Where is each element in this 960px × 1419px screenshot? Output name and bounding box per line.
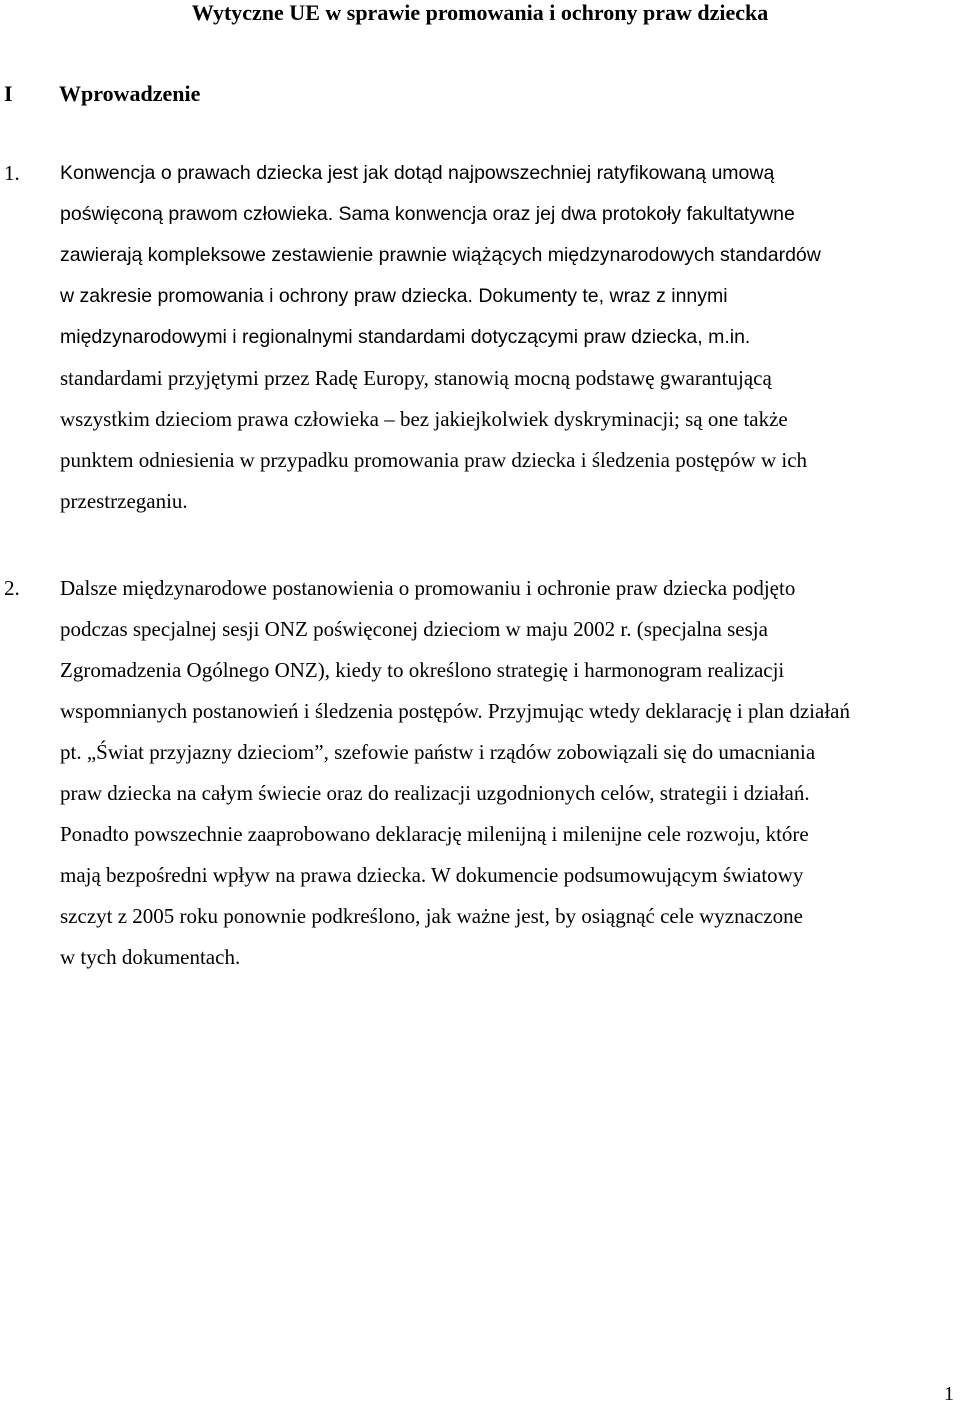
paragraph-number: 1. <box>4 161 20 185</box>
paragraph-number: 2. <box>4 576 20 600</box>
paragraph-line: Konwencja o prawach dziecka jest jak dotąd najpowszechniej ratyfikowaną umową <box>60 162 775 184</box>
paragraph-line: wspomnianych postanowień i śledzenia postępów. Przyjmując wtedy deklarację i plan działań <box>60 699 850 723</box>
paragraph-line: w tych dokumentach. <box>60 945 241 969</box>
paragraph-line: międzynarodowymi i regionalnymi standardami dotyczącymi praw dziecka, m.in. <box>60 326 751 348</box>
section-heading <box>4 80 200 108</box>
paragraph-line: Dalsze międzynarodowe postanowienia o promowaniu i ochronie praw dziecka podjęto <box>60 576 796 600</box>
paragraph-line: zawierają kompleksowe zestawienie prawnie wiążących międzynarodowych standardów <box>60 244 821 266</box>
section-title: Wprowadzenie <box>59 81 201 106</box>
paragraph-line: praw dziecka na całym świecie oraz do realizacji uzgodnionych celów, strategii i działań. <box>60 781 810 805</box>
document-title: Wytyczne UE w sprawie promowania i ochrony praw dziecka <box>191 0 769 25</box>
paragraph-line: Ponadto powszechnie zaaprobowano deklarację milenijną i milenijne cele rozwoju, które <box>60 822 809 846</box>
paragraph-line: w zakresie promowania i ochrony praw dziecka. Dokumenty te, wraz z innymi <box>60 285 728 307</box>
paragraph-line: poświęconą prawom człowieka. Sama konwencja oraz jej dwa protokoły fakultatywne <box>60 203 795 225</box>
paragraph-line: mają bezpośredni wpływ na prawa dziecka. W dokumencie podsumowującym światowy <box>60 863 804 887</box>
paragraph-1 <box>4 153 960 522</box>
paragraph-line: pt. „Świat przyjazny dzieciom”, szefowie państw i rządów zobowiązali się do umacniania <box>60 740 816 764</box>
paragraph-line: Zgromadzenia Ogólnego ONZ), kiedy to określono strategię i harmonogram realizacji <box>60 658 785 682</box>
paragraph-2 <box>4 568 960 978</box>
page-number: 1 <box>944 1383 954 1405</box>
paragraph-line: wszystkim dzieciom prawa człowieka – bez jakiejkolwiek dyskryminacji; są one także <box>60 407 788 431</box>
paragraph-line: punktem odniesienia w przypadku promowania praw dziecka i śledzenia postępów w ich <box>60 448 808 472</box>
section-number: I <box>4 81 13 106</box>
paragraph-line: przestrzeganiu. <box>60 489 188 513</box>
paragraph-line: szczyt z 2005 roku ponownie podkreślono, jak ważne jest, by osiągnąć cele wyznaczone <box>60 904 803 928</box>
paragraph-line: podczas specjalnej sesji ONZ poświęconej dzieciom w maju 2002 r. (specjalna sesja <box>60 617 768 641</box>
paragraph-line: standardami przyjętymi przez Radę Europy, stanowią mocną podstawę gwarantującą <box>60 366 772 390</box>
